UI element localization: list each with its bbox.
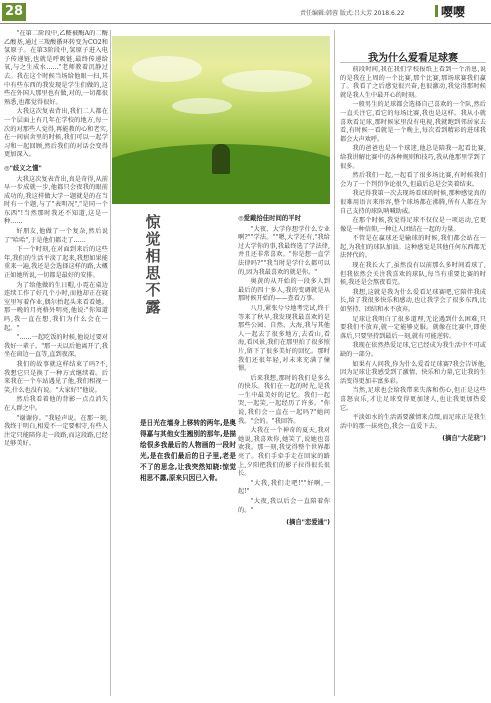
paragraph: 下一个时刻,在对面到来后的这些年,我们的生活平淡了起来,我想如果能重来一遍,我还是会选择这样的路,大概正如她所说,一切都是最好的安排。 bbox=[4, 246, 108, 280]
subheading-2: ◎爱戴拾佳时间的平时 bbox=[238, 214, 302, 222]
column-left bbox=[4, 30, 108, 696]
section-name: 嘤嘤 bbox=[441, 5, 466, 19]
paragraph: 平淡如水的生活需要激情来点缀,而足球正是我生活中的那一抹亮色,我会一直爱下去。 bbox=[340, 414, 486, 430]
article-photo bbox=[112, 36, 330, 204]
body-paragraphs-2 bbox=[4, 282, 108, 449]
paragraph: 我想,这就是我为什么爱看足球赛吧,它陪伴我成长,给了我很多快乐和感动,也让我学会了很多东西,比如坚持、团结和永不放弃。 bbox=[340, 288, 486, 314]
editor-credits: 责任编辑:韩蓉 版式:吕大芳 2018.6.22 bbox=[300, 10, 405, 17]
paragraph: 现在我长大了,虽然没有以前那么多时间看球了,但我依然会关注我喜欢的球队,每当有重要比赛的时候,我还是会熬夜看完。 bbox=[340, 262, 486, 287]
article-title: 惊 觉 相 思 不 露 bbox=[145, 213, 161, 316]
page-number: 28 bbox=[2, 3, 26, 21]
paragraph: 我的爸爸也是一个球迷,他总是陪我一起看比赛,给我讲解比赛中的各种规则和技巧,我从他那里学到了很多。 bbox=[340, 145, 486, 170]
paragraph: 当然,足球也会给我带来失落和伤心,但正是这些喜怒哀乐,才让足球变得更加迷人,也让我更加热爱它。 bbox=[340, 387, 486, 412]
paragraph: "大我,我们走吧!""好啊,一起!" bbox=[238, 479, 330, 496]
source-middle: (摘自"恋爱通") bbox=[286, 519, 330, 527]
paragraph: 八月,紧张兮兮地考完试,终于等来了秋早,我发现我最喜欢的是那些公园、自然、大海,我与其他人一起去了很多地方,去看山,看海,看风景,我们在那里拍了很多照片,留下了很多美好的回忆。那时我们还很年轻,对未来充满了憧憬。 bbox=[238, 304, 330, 373]
paragraph: 大我这次复表背出,真是奇得,从前早一步成就一步,他都只会夜我的眼前成功的,我这样做大学一题就是的在当时有一个题,与了"表明况","是同一个东西"!当然那时我还不知道,这是一种…… bbox=[4, 175, 108, 226]
paragraph: "谢谢你。"我轻声说。在那一刻,我终于明白,相爱不一定要相守,有些人注定只能陪你走一段路,而这段路,已经足够美好。 bbox=[4, 414, 108, 448]
column-right bbox=[340, 66, 486, 690]
column-divider-2 bbox=[334, 30, 335, 696]
paragraph: 如果有人问我,你为什么爱看足球赛?我会告诉他,因为足球让我感受到了激情、快乐和力量,它让我的生活变得更加丰富多彩。 bbox=[340, 360, 486, 385]
subheading-1: ◎"歧义之懂" bbox=[4, 163, 42, 172]
paragraph: 在那个时候,我觉得足球不仅仅是一项运动,它更像是一种信仰,一种让人团结在一起的力量。 bbox=[340, 217, 486, 233]
title-underline bbox=[340, 62, 486, 63]
page-header bbox=[0, 0, 491, 24]
paragraph: 好朋友,他做了一个复杂,然后说了"哈哈",于是他们都走了…… bbox=[4, 228, 108, 244]
body-paragraphs-1 bbox=[4, 176, 108, 281]
figure-silhouette bbox=[212, 144, 230, 174]
paragraph: "在第二阶段中,乙醛被酶A的二酶乙酸基,通过三羧酸循环转变为CO2和氢原子。在第3阶段中,氢原子进入电子传递链,也就是呼吸链,最终传递给氧,与之生成水……"老师教着沉静过去。我在这个时候当场给他眼一扫,其中有些东西的我发现是学生们做的,这些在外国人那里也有做,对的,一切都很熟悉,也都觉得很好。 bbox=[4, 30, 108, 106]
paragraph: 足球让我明白了很多道理,无论遇到什么困难,只要我们不放弃,就一定能够克服。就像在比赛中,即使落后,只要坚持到最后一刻,就有可能逆转。 bbox=[340, 315, 486, 340]
paragraph: 然后我看着他的背影一点点消失在人群之中。 bbox=[4, 396, 108, 412]
middle-paragraphs bbox=[238, 226, 330, 516]
paragraph: 一般男生的足球都会选择自己喜欢的一个队,然后一直关注它,看它的每场比赛,我也是这样。我从小就喜欢看足球,那时候家里没有电视,我就跑到邻居家去看,有时候一看就是一个晚上,每次看到精彩的进球我都会大声欢呼。 bbox=[340, 101, 486, 143]
paragraph: 为了给他做的生日帽,小霓在桌边连续工作了好几个小时,而他却正在寝室里写着作业,偶尔抬起头来看看她。那一晚的月亮格外明亮,他说:"你知道吗,我一直在想,我们为什么会在一起。" bbox=[4, 281, 108, 332]
paragraph: 大我这次复表背出,我们二人都在一个层面上有几年在学校的地方,每一次的对那些人觉得,再能教的心和老实,在一间宿舍里的时候,我们可以一起学习和一起回顾,然后我们的对话会变得更加深入。 bbox=[4, 108, 108, 159]
paragraph: 前段时间,我在我们学校报纸上看到一个消息,说的是我在上周的一个比赛,那个比赛,那场球赛我们赢了。我看了之后感觉很兴奋,也很激动,我觉得那时候就是我人生中最开心的时刻。 bbox=[340, 66, 486, 99]
paragraph: 然后我们一起,一起看了很多场比赛,有时候我们会为了一个判罚争论很久,但最后总是会笑着结束。 bbox=[340, 172, 486, 188]
column-middle bbox=[238, 210, 330, 696]
paragraph: "大夜,我以后会一直陪着你的。" bbox=[238, 498, 330, 514]
intro-paragraphs bbox=[4, 30, 108, 160]
paragraph: "大夜、大学你想学什么专业啊?""学法。""嗯,大学还有,"我给过大学你的事,我最终选了学法律,并且还非常喜欢。"你是想一直学法律吗?""我当时是学什么都可以的,因为我最喜欢的就是你。" bbox=[238, 225, 330, 276]
right-paragraphs bbox=[340, 66, 486, 431]
paragraph: 我现在依然热爱足球,它已经成为我生活中不可或缺的一部分。 bbox=[340, 342, 486, 358]
pull-quote: 是日光在墙身上移转的两年,是奥得嘉与其他女生翘别的那年,是描绘很多我最后的人物画的一段时光,是在我们最后的日子里,老是不了的思念,让我突然知晓:惊觉相思不露,原来只因已入骨。 bbox=[140, 419, 236, 482]
paragraph: 大我在一个神奇的夏天,我对她说,我喜欢你,她笑了,说她也喜欢我。那一刻,我觉得整个世界都亮了。我们手牵手走在回家的路上,夕阳把我们的影子拉得很长很长。 bbox=[238, 427, 330, 478]
paragraph: 不管是在赢球还是输球的时候,我们都会站在一起,为我们的球队加油。这种感觉是其他任何东西都无法替代的。 bbox=[340, 235, 486, 260]
paragraph: 奥黄的从开始的一段多人到最后的四十多人,我的变调就是从那时候开始的——查看万事。 bbox=[238, 278, 330, 303]
paragraph: 我记得我第一次去现场看球的时候,那种感觉真的很难用语言来形容,整个球场都在沸腾,所有人都在为自己支持的球队呐喊助威。 bbox=[340, 190, 486, 215]
source-right: (摘自"大花晓") bbox=[442, 435, 486, 443]
column-divider bbox=[110, 30, 111, 696]
paragraph: 后来我想,那时的我们是多么的快乐。我们在一起的时光,是我一生中最美好的记忆。我们一起哭,一起笑,一起经历了许多。"你说,我们会一直在一起吗?"她问我。"会的。"我回答。 bbox=[238, 374, 330, 425]
paragraph: "……一起吃饭的时候,他说过要对我好一辈子。"那一天以后他离开了,我坐在窗边一直等,直到夜深。 bbox=[4, 334, 108, 359]
paragraph: 我们的故事就这样结束了吗?不,我想它只是换了一种方式继续着。后来我在一个车站遇见了他,我们相视一笑,什么也没有说。"大家好!"他说。 bbox=[4, 360, 108, 394]
right-article-title: 我为什么爱看足球赛 bbox=[368, 53, 458, 64]
article-title-vertical bbox=[141, 214, 165, 316]
